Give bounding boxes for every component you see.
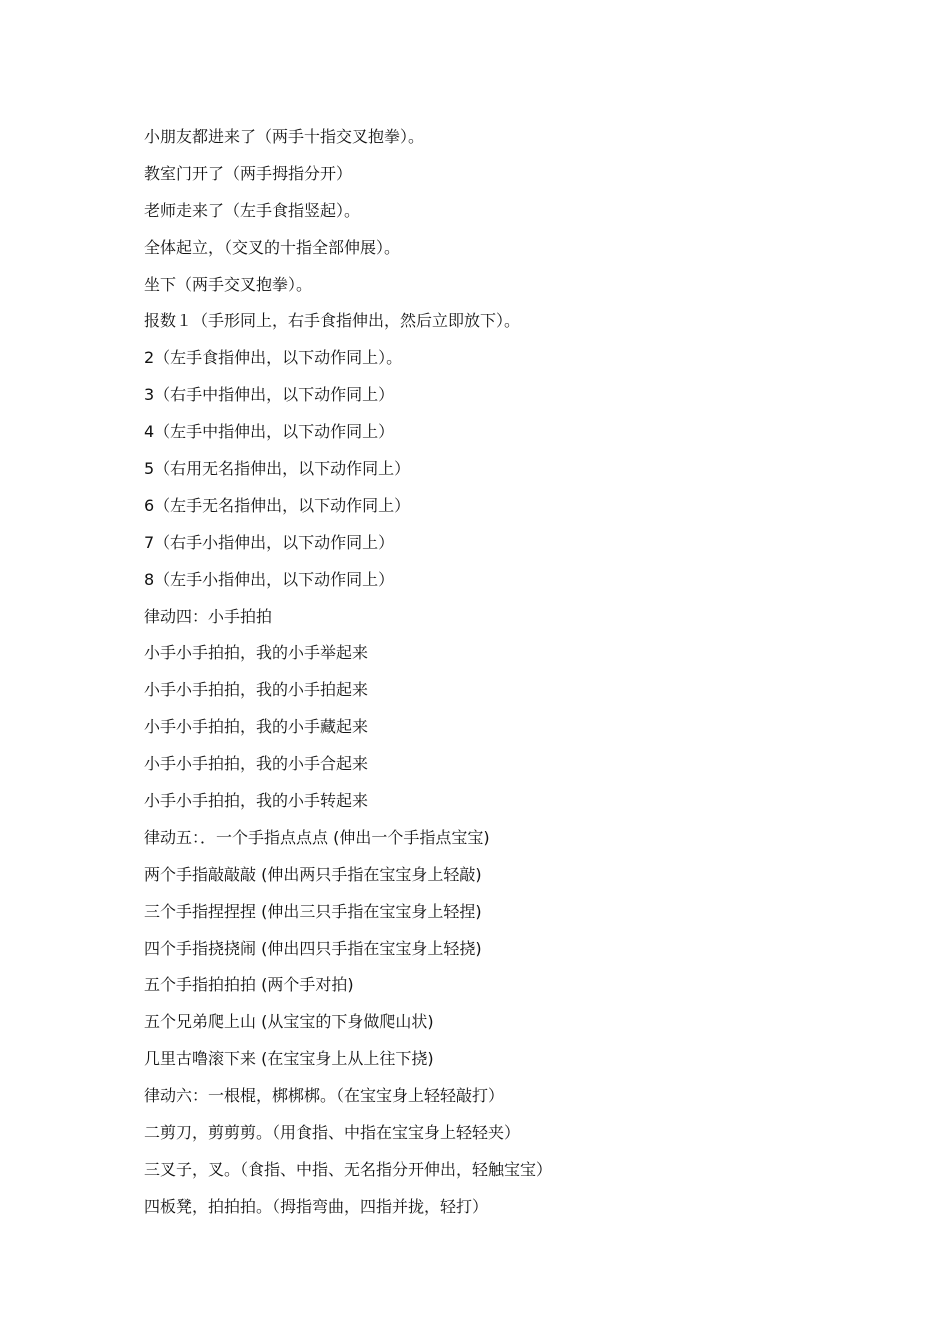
text-line: 五个兄弟爬上山 (从宝宝的下身做爬山状) [144,1012,434,1032]
text-line: 小手小手拍拍，我的小手拍起来 [144,680,369,700]
text-line: 五个手指拍拍拍 (两个手对拍) [144,975,354,995]
text-line: 报数１（手形同上，右手食指伸出，然后立即放下）。 [144,311,521,331]
text-line: 教室门开了（两手拇指分开） [144,163,353,183]
text-line: 小手小手拍拍，我的小手举起来 [144,643,369,663]
text-line: 几里古噜滚下来 (在宝宝身上从上往下挠) [144,1049,434,1069]
text-line: 7（右手小指伸出，以下动作同上） [144,532,395,552]
text-line: 三个手指捏捏捏 (伸出三只手指在宝宝身上轻捏) [144,901,482,921]
text-line: 两个手指敲敲敲 (伸出两只手指在宝宝身上轻敲) [144,864,482,884]
document-body [144,123,904,1230]
text-line: 坐下（两手交叉抱拳）。 [144,274,313,294]
text-line: 二剪刀，剪剪剪。（用食指、中指在宝宝身上轻轻夹） [144,1123,521,1143]
text-line: 小手小手拍拍，我的小手藏起来 [144,717,369,737]
text-line: 老师走来了（左手食指竖起）。 [144,200,361,220]
text-line: 四个手指挠挠闹 (伸出四只手指在宝宝身上轻挠) [144,938,482,958]
section-heading: 律动四：小手拍拍 [144,606,273,626]
text-line: 小手小手拍拍，我的小手合起来 [144,754,369,774]
section-heading: 律动六：一根棍，梆梆梆。（在宝宝身上轻轻敲打） [144,1086,505,1106]
text-line: 全体起立，（交叉的十指全部伸展）。 [144,237,401,257]
text-line: 2（左手食指伸出，以下动作同上）。 [144,348,403,368]
text-line: 三叉子，叉。（食指、中指、无名指分开伸出，轻触宝宝） [144,1159,553,1179]
section-heading: 律动五：．一个手指点点点 (伸出一个手指点宝宝) [144,827,490,847]
text-line: 5（右用无名指伸出，以下动作同上） [144,459,411,479]
text-line: 6（左手无名指伸出，以下动作同上） [144,495,411,515]
text-line: 8（左手小指伸出，以下动作同上） [144,569,395,589]
text-line: 小手小手拍拍，我的小手转起来 [144,791,369,811]
text-line: 四板凳，拍拍拍。（拇指弯曲，四指并拢，轻打） [144,1196,489,1216]
text-line: 4（左手中指伸出，以下动作同上） [144,422,395,442]
text-line: 3（右手中指伸出，以下动作同上） [144,385,395,405]
text-line: 小朋友都进来了（两手十指交叉抱拳）。 [144,127,425,146]
